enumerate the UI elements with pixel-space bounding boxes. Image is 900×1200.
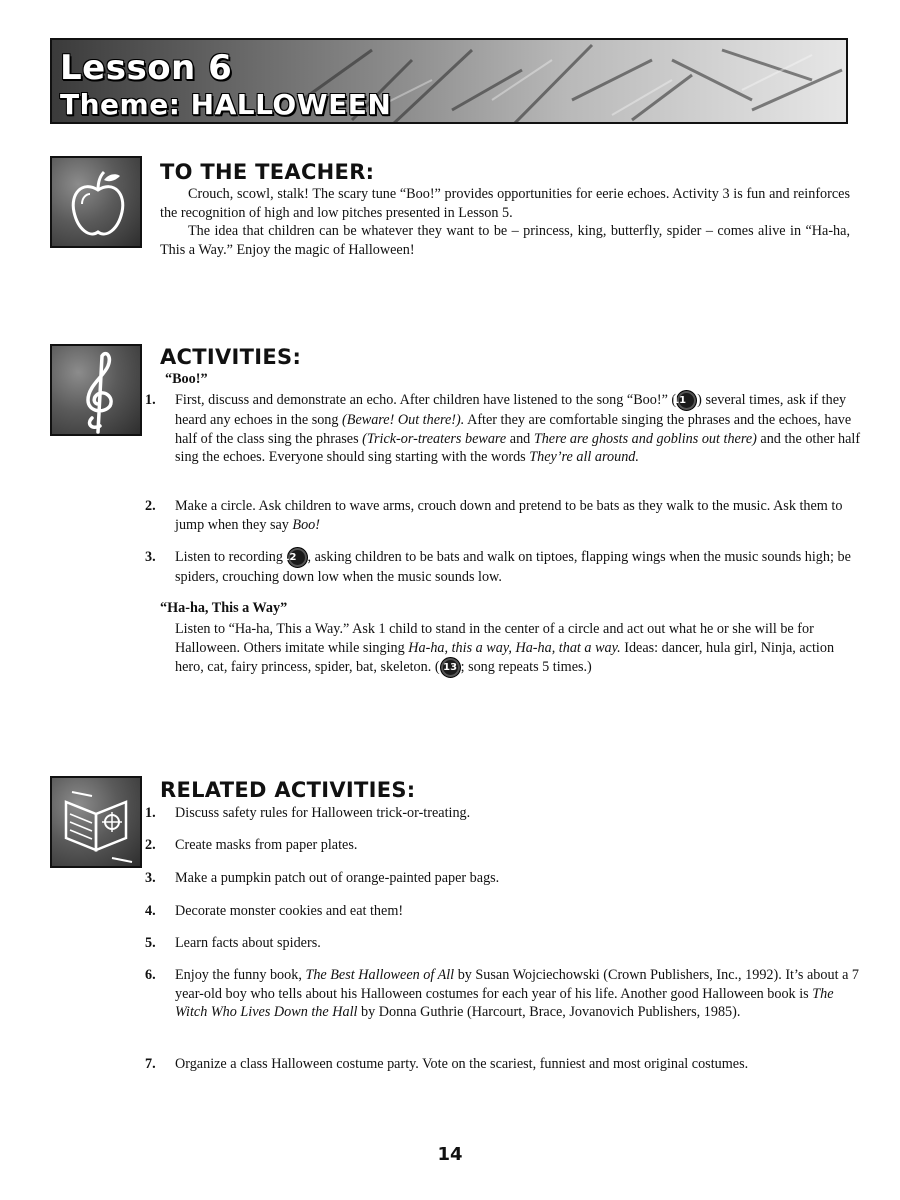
related-heading: RELATED ACTIVITIES:	[160, 778, 416, 802]
track-12-badge: 12	[287, 547, 308, 568]
lesson-theme: Theme: HALLOWEEN	[60, 88, 392, 121]
activity-item-1: 1. First, discuss and demonstrate an echo. After children have listened to the song “Boo!” (11 ) several times, ask if they heard any echoes in the song (Beware! Out there!). After they are comfortable singing the phrases and the echoes, have half of the class sing the phrases (Trick-or-treaters beware and There are ghosts and goblins out there) and the other half sing the echoes. Everyone should sing starting with the words They’re all around.	[145, 391, 861, 465]
related-item-6: 6. Enjoy the funny book, The Best Halloween of All by Susan Wojciechowski (Crown Publishers, Inc., 1992). It’s about a 7 year-old boy who tells about his Halloween costumes for each year of his life. Another good Halloween book is The Witch Who Lives Down the Hall by Donna Guthrie (Harcourt, Brace, Jovanovich Publishers, 1985).	[145, 967, 860, 1020]
page-number: 14	[437, 1144, 463, 1165]
open-book-icon	[50, 776, 142, 868]
related-item-2: 2. Create masks from paper plates.	[145, 837, 358, 853]
teacher-heading: TO THE TEACHER:	[160, 160, 375, 184]
activity-item-2: 2. Make a circle. Ask children to wave arms, crouch down and pretend to be bats as they walk to the music. Ask them to jump when they say Boo!	[145, 498, 843, 533]
apple-icon	[50, 156, 142, 248]
lesson-banner	[50, 38, 848, 124]
related-item-1: 1. Discuss safety rules for Halloween trick-or-treating.	[145, 805, 471, 821]
related-item-7: 7. Organize a class Halloween costume party. Vote on the scariest, funniest and most original costumes.	[145, 1056, 749, 1072]
song-haha-title: “Ha-ha, This a Way”	[160, 600, 288, 616]
related-item-3: 3. Make a pumpkin patch out of orange-painted paper bags.	[145, 870, 500, 886]
related-item-5: 5. Learn facts about spiders.	[145, 935, 321, 951]
related-item-4: 4. Decorate monster cookies and eat them!	[145, 903, 404, 919]
activity-item-3: 3. Listen to recording 12 , asking children to be bats and walk on tiptoes, flapping wings when the music sounds high; be spiders, crouching down low when the music sounds low.	[145, 548, 851, 585]
treble-clef-icon	[50, 344, 142, 436]
song-boo-title: “Boo!”	[165, 371, 208, 387]
teacher-paragraph-2: The idea that children can be whatever they want to be – princess, king, butterfly, spider – comes alive in “Ha-ha, This a Way.” Enjoy the magic of Halloween!	[160, 223, 850, 258]
lesson-title: Lesson 6	[60, 48, 233, 88]
track-11-badge: 11	[676, 390, 697, 411]
haha-paragraph: Listen to “Ha-ha, This a Way.” Ask 1 child to stand in the center of a circle and act out what he or she will be for Halloween. Others imitate while singing Ha-ha, this a way, Ha-ha, that a way. Ideas: dancer, hula girl, Ninja, action hero, cat, fairy princess, spider, bat, skeleton. ( 13 ; song repeats 5 times.)	[175, 620, 850, 678]
activities-heading: ACTIVITIES:	[160, 345, 302, 369]
track-13-badge: 13	[440, 657, 461, 678]
teacher-paragraph-1: Crouch, scowl, stalk! The scary tune “Boo!” provides opportunities for eerie echoes. Activity 3 is fun and reinforces the recognition of high and low pitches presented in Lesson 5.	[160, 186, 850, 221]
